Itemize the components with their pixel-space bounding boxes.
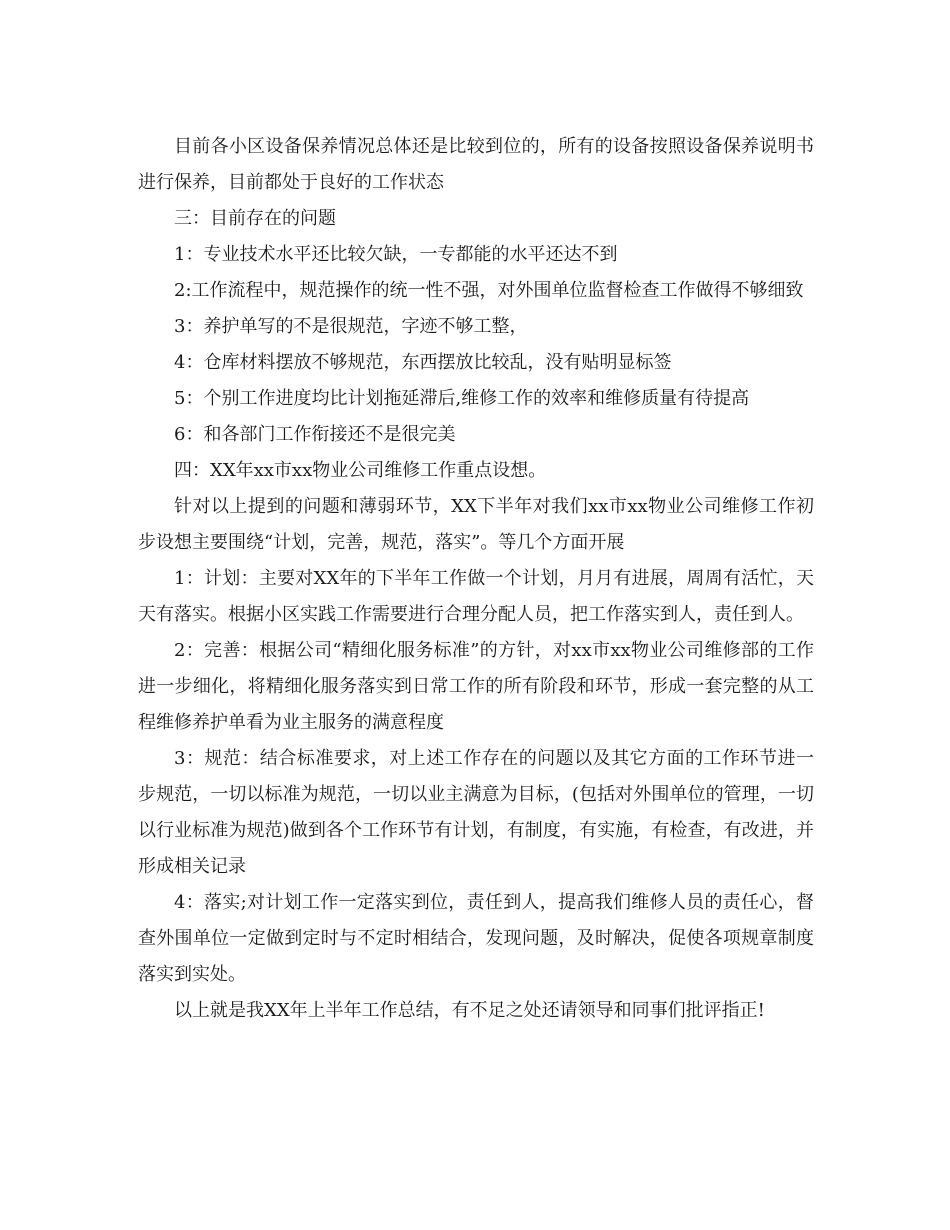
problem-item-1: 1：专业技术水平还比较欠缺，一专都能的水平还达不到 — [174, 244, 618, 265]
problem-item-4: 4：仓库材料摆放不够规范，东西摆放比较乱，没有贴明显标签 — [174, 352, 672, 373]
problem-item-3: 3：养护单写的不是很规范，字迹不够工整， — [174, 316, 528, 337]
document-body — [138, 129, 814, 1029]
plan-item-planning: 1：计划：主要对XX年的下半年工作做一个计划，月月有进展，周周有活忙，天天有落实。根据小区实践工作需要进行合理分配人员，把工作落实到人，责任到人。 — [138, 568, 814, 625]
problem-item-6: 6：和各部门工作衔接还不是很完美 — [174, 424, 456, 445]
problem-item-5: 5：个别工作进度均比计划拖延滞后,维修工作的效率和维修质量有待提高 — [174, 388, 750, 409]
paragraph-plan-intro: 针对以上提到的问题和薄弱环节，XX下半年对我们xx市xx物业公司维修工作初步设想主要围绕“计划，完善，规范，落实”。等几个方面开展 — [138, 496, 814, 553]
plan-item-standardization: 3：规范：结合标准要求，对上述工作存在的问题以及其它方面的工作环节进一步规范，一切以标准为规范，一切以业主满意为目标，(包括对外围单位的管理，一切以行业标准为规范)做到各个工作环节有计划，有制度，有实施，有检查，有改进，并形成相关记录 — [138, 748, 814, 877]
paragraph-maintenance-status: 目前各小区设备保养情况总体还是比较到位的，所有的设备按照设备保养说明书进行保养，目前都处于良好的工作状态 — [138, 136, 814, 193]
section-heading-key-plans: 四：XX年xx市xx物业公司维修工作重点设想。 — [174, 460, 547, 481]
section-heading-current-problems: 三：目前存在的问题 — [174, 208, 336, 229]
paragraph-closing: 以上就是我XX年上半年工作总结，有不足之处还请领导和同事们批评指正! — [174, 1000, 765, 1021]
plan-item-implementation: 4：落实;对计划工作一定落实到位，责任到人，提高我们维修人员的责任心，督查外围单位一定做到定时与不定时相结合，发现问题，及时解决，促使各项规章制度落实到实处。 — [138, 892, 814, 985]
plan-item-improvement: 2：完善：根据公司“精细化服务标准”的方针，对xx市xx物业公司维修部的工作进一步细化，将精细化服务落实到日常工作的所有阶段和环节，形成一套完整的从工程维修养护单看为业主服务的满意程度 — [138, 640, 814, 733]
problem-item-2: 2:工作流程中，规范操作的统一性不强，对外围单位监督检查工作做得不够细致 — [174, 280, 804, 301]
